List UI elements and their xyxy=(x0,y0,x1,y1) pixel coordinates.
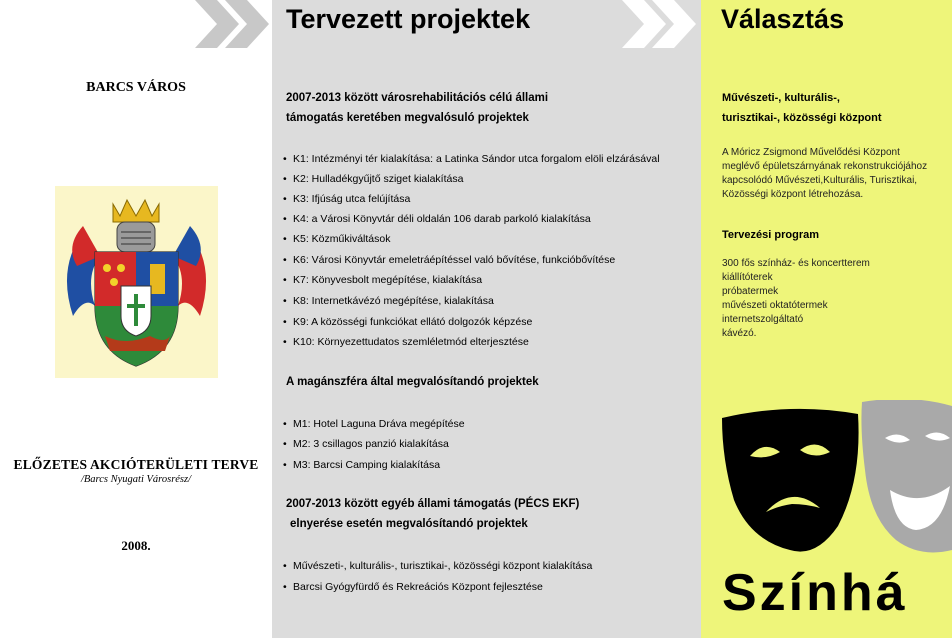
list-item: • M2: 3 csillagos panzió kialakítása xyxy=(283,438,449,450)
plan-title: ELŐZETES AKCIÓTERÜLETI TERVE xyxy=(13,457,259,472)
program-item: 300 fős színház- és koncertterem xyxy=(722,258,870,269)
center-desc: kapcsolódó Művészeti,Kulturális, Turisztikai, xyxy=(722,175,918,186)
list-item: • Barcsi Gyógyfürdő és Rekreációs Központ fejlesztése xyxy=(283,581,543,593)
section1-heading-line2: támogatás keretében megvalósuló projektek xyxy=(286,112,529,124)
year-label: 2008. xyxy=(121,538,151,553)
list-item: • Művészeti-, kulturális-, turisztikai-, közösségi központ kialakítása xyxy=(283,560,593,572)
list-item: • K1: Intézményi tér kialakítása: a Latinka Sándor utca forgalom elöli elzárásával xyxy=(283,153,660,165)
program-item: művészeti oktatótermek xyxy=(722,300,828,311)
list-item: • K2: Hulladékgyűjtő sziget kialakítása xyxy=(283,173,464,185)
theatre-word: Színhá xyxy=(722,564,908,622)
center-heading-line1: Művészeti-, kulturális-, xyxy=(722,92,840,104)
list-item: • K9: A közösségi funkciókat ellátó dolgozók képzése xyxy=(283,316,533,328)
chevron-arrows-icon xyxy=(195,0,275,48)
list-item: • K3: Ifjúság utca felújítása xyxy=(283,193,411,205)
coat-of-arms-icon xyxy=(55,186,218,378)
city-name: BARCS VÁROS xyxy=(86,80,186,95)
choice-title: Választás xyxy=(721,4,845,34)
list-item: • K4: a Városi Könyvtár déli oldalán 106 darab parkoló kialakítása xyxy=(283,213,591,225)
program-heading: Tervezési program xyxy=(722,229,820,241)
center-desc: Közösségi központ létrehozása. xyxy=(722,189,864,200)
list-item: • K8: Internetkávézó megépítése, kialakítása xyxy=(283,295,494,307)
list-item: • K5: Közműkiváltások xyxy=(283,233,391,245)
center-desc: A Móricz Zsigmond Művelődési Központ xyxy=(722,147,900,158)
chevron-arrows-icon xyxy=(622,0,702,48)
list-item: • M3: Barcsi Camping kialakítása xyxy=(283,459,441,471)
theatre-masks-icon xyxy=(720,400,952,558)
center-heading-line2: turisztikai-, közösségi központ xyxy=(722,112,882,124)
program-item: kávézó. xyxy=(722,328,757,339)
list-item: • K7: Könyvesbolt megépítése, kialakítása xyxy=(283,274,483,286)
program-item: internetszolgáltató xyxy=(722,314,804,325)
section3-heading-line1: 2007-2013 között egyéb állami támogatás (PÉCS EKF) xyxy=(286,498,580,510)
program-item: próbatermek xyxy=(722,286,779,297)
section1-heading-line1: 2007-2013 között városrehabilitációs célú állami xyxy=(286,92,549,104)
list-item: • K6: Városi Könyvtár emeletráépítéssel való bővítése, funkcióbővítése xyxy=(283,254,616,266)
list-item: • M1: Hotel Laguna Dráva megépítése xyxy=(283,418,465,430)
projects-title: Tervezett projektek xyxy=(286,4,531,34)
center-desc: meglévő épületszárnyának rekonstrukciójához xyxy=(722,161,928,172)
section3-heading-line2: elnyerése esetén megvalósítandó projektek xyxy=(290,518,528,530)
list-item: • K10: Környezettudatos szemléletmód elterjesztése xyxy=(283,336,529,348)
program-item: kiállítóterek xyxy=(722,272,773,283)
section2-heading: A magánszféra által megvalósítandó projektek xyxy=(286,376,539,388)
plan-subtitle: /Barcs Nyugati Városrész/ xyxy=(80,474,192,485)
